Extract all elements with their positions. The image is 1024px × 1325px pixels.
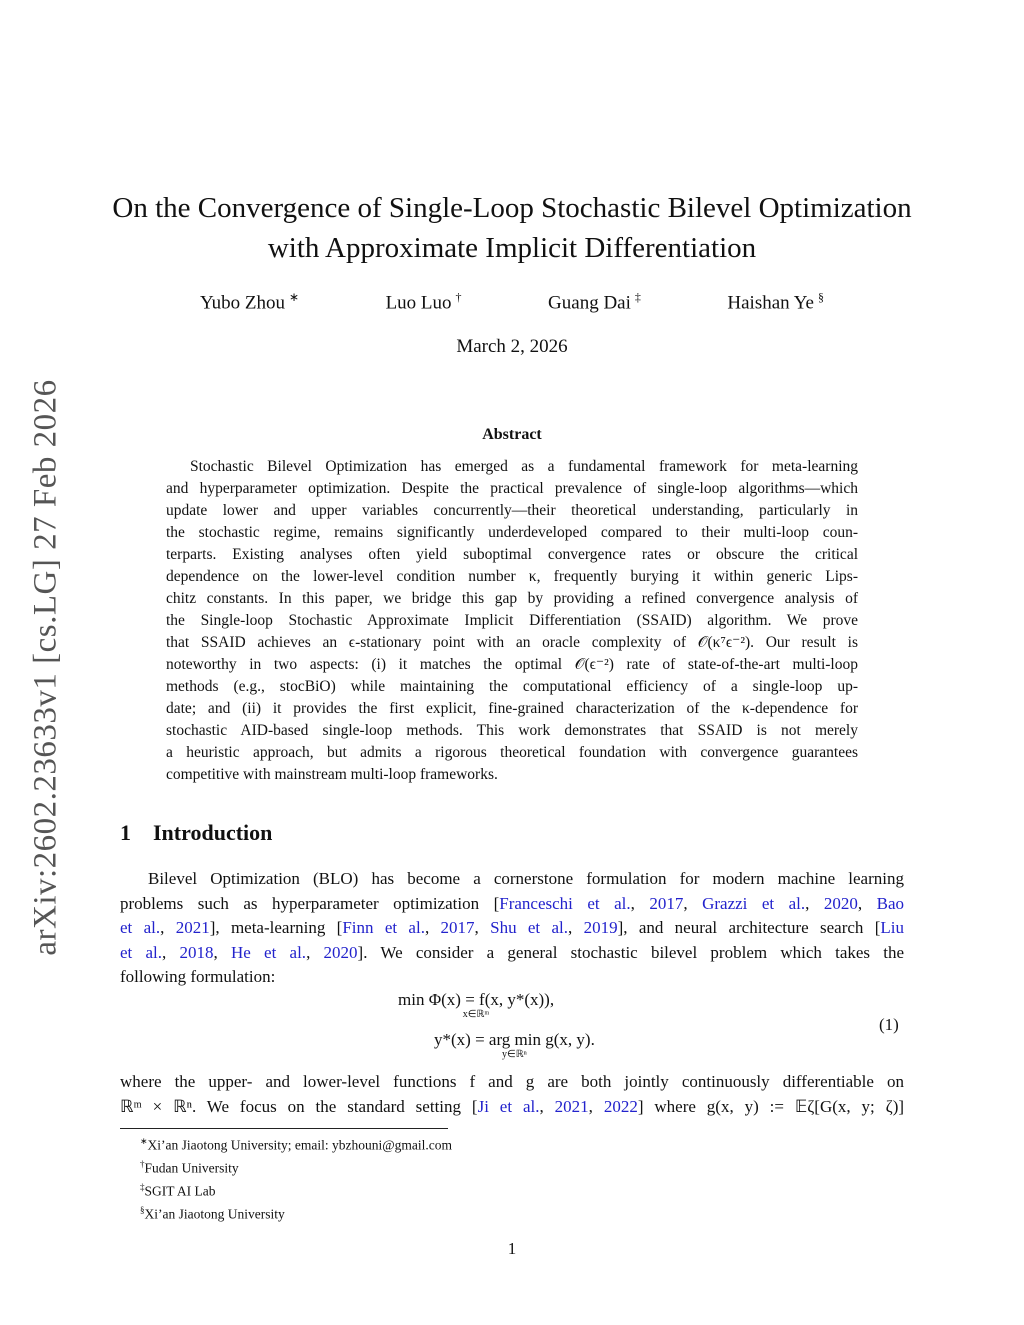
abstract-line: a heuristic approach, but admits a rigorous theoretical foundation with convergence guarantees: [166, 744, 858, 761]
abstract-line: date; and (ii) it provides the first explicit, fine-grained characterization of the κ-dependence for: [166, 700, 858, 717]
abstract-line: methods (e.g., stocBiO) while maintaining the computational efficiency of a single-loop up-: [166, 678, 858, 695]
equation-line-2: y*(x) = arg min g(x, y). y∈ℝⁿ: [434, 1030, 595, 1060]
abstract-line: stochastic AID-based single-loop methods. This work demonstrates that SSAID is not merely: [166, 722, 858, 739]
section-title: Introduction: [153, 820, 273, 845]
publication-date: March 2, 2026: [456, 336, 568, 357]
citation-link[interactable]: 2022: [603, 1097, 638, 1116]
abstract-line: chitz constants. In this paper, we bridge this gap by providing a refined convergence analysis of: [166, 590, 858, 607]
title-line: On the Convergence of Single-Loop Stochastic Bilevel Optimization: [112, 192, 912, 224]
intro-line: Bilevel Optimization (BLO) has become a cornerstone formulation for modern machine learning: [148, 869, 904, 888]
citation-link[interactable]: Ji et al.: [477, 1097, 540, 1116]
abstract-line: Stochastic Bilevel Optimization has emerged as a fundamental framework for meta-learning: [190, 458, 858, 475]
abstract-line: terparts. Existing analyses often yield suboptimal convergence rates or obscure the critical: [166, 546, 858, 563]
footnote: ∗Xi’an Jiaotong University; email: ybzhouni@gmail.com: [140, 1136, 453, 1153]
intro-paragraph: [120, 867, 904, 990]
equation-subscript: y∈ℝⁿ: [502, 1049, 527, 1060]
intro-line: et al., 2018, He et al., 2020]. We consider a general stochastic bilevel problem which takes the: [120, 942, 905, 962]
paper-title: [110, 188, 914, 268]
arxiv-id: arXiv:2602.23633v1 [cs.LG] 27 Feb 2026: [27, 378, 64, 956]
citation-link[interactable]: 2017: [440, 918, 475, 938]
intro-line: problems such as hyperparameter optimization [Franceschi et al., 2017, Grazzi et al., 2020, Bao: [120, 893, 905, 913]
author: Luo Luo †: [385, 290, 462, 314]
citation-link[interactable]: et al.: [120, 918, 161, 938]
section-heading: [120, 820, 272, 846]
footnotes: [140, 1132, 452, 1224]
citation-link[interactable]: Liu: [880, 918, 905, 938]
abstract-line: that SSAID achieves an ϵ-stationary point with an oracle complexity of 𝒪(κ⁷ϵ⁻²). Our result is: [166, 634, 858, 651]
abstract-line: dependence on the lower-level condition number κ, frequently burying it within generic Lips-: [166, 568, 858, 585]
abstract-body: [166, 456, 858, 786]
title-line: with Approximate Implicit Differentiation: [267, 232, 757, 264]
intro-line: et al., 2021], meta-learning [Finn et al., 2017, Shu et al., 2019], and neural architecture search [Liu: [120, 918, 905, 938]
citation-link[interactable]: Grazzi et al.: [702, 893, 806, 913]
abstract-line: and hyperparameter optimization. Despite the practical prevalence of single-loop algorithms—which: [166, 480, 858, 497]
author: Guang Dai ‡: [548, 290, 641, 314]
footnote: †Fudan University: [140, 1159, 239, 1176]
page-number: 1: [507, 1239, 517, 1258]
arxiv-stamp: [20, 372, 72, 962]
author: Haishan Ye §: [727, 290, 824, 314]
citation-link[interactable]: et al.: [120, 942, 163, 962]
abstract-line: competitive with mainstream multi-loop frameworks.: [166, 766, 498, 783]
abstract-line: noteworthy in two aspects: (i) it matches the optimal 𝒪(ϵ⁻²) rate of state-of-the-art multi-loop: [166, 656, 858, 673]
citation-link[interactable]: He et al.: [230, 942, 307, 962]
abstract-line: the stochastic regime, remains significantly underdeveloped compared to their multi-loop coun-: [166, 524, 858, 541]
citation-link[interactable]: 2018: [179, 942, 214, 962]
abstract-line: the Single-loop Stochastic Approximate Implicit Differentiation (SSAID) algorithm. We prove: [166, 612, 858, 629]
citation-link[interactable]: 2020: [323, 942, 358, 962]
body-line: ℝᵐ × ℝⁿ. We focus on the standard setting [Ji et al., 2021, 2022] where g(x, y) := 𝔼ζ[G(x, y; ζ)]: [120, 1097, 905, 1116]
citation-link[interactable]: Finn et al.: [342, 918, 425, 938]
author: Yubo Zhou ∗: [200, 290, 300, 314]
citation-link[interactable]: 2019: [583, 918, 618, 938]
body-line: where the upper- and lower-level functions f and g are both jointly continuously differentiable on: [120, 1072, 904, 1091]
citation-link[interactable]: 2021: [175, 918, 210, 938]
equation-subscript: x∈ℝᵐ: [462, 1009, 490, 1020]
footnote-divider: [120, 1128, 448, 1129]
equation-line-1: min Φ(x) = f(x, y*(x)), x∈ℝᵐ: [398, 990, 555, 1020]
post-equation-paragraph: [120, 1069, 904, 1119]
abstract-heading: Abstract: [482, 426, 542, 443]
footnote: §Xi’an Jiaotong University: [140, 1205, 285, 1222]
equation-number: (1): [879, 1015, 899, 1034]
abstract-line: update lower and upper variables concurrently—their theoretical understanding, particularly in: [166, 502, 858, 519]
author-list: [200, 290, 824, 314]
citation-link[interactable]: 2020: [823, 893, 858, 913]
citation-link[interactable]: 2021: [554, 1097, 589, 1116]
section-number: 1: [120, 820, 131, 845]
intro-line: following formulation:: [120, 967, 276, 987]
citation-link[interactable]: Bao: [876, 893, 905, 913]
citation-link[interactable]: Franceschi et al.: [499, 893, 631, 913]
citation-link[interactable]: 2017: [649, 893, 684, 913]
footnote: ‡SGIT AI Lab: [140, 1182, 216, 1199]
citation-link[interactable]: Shu et al.: [490, 918, 568, 938]
